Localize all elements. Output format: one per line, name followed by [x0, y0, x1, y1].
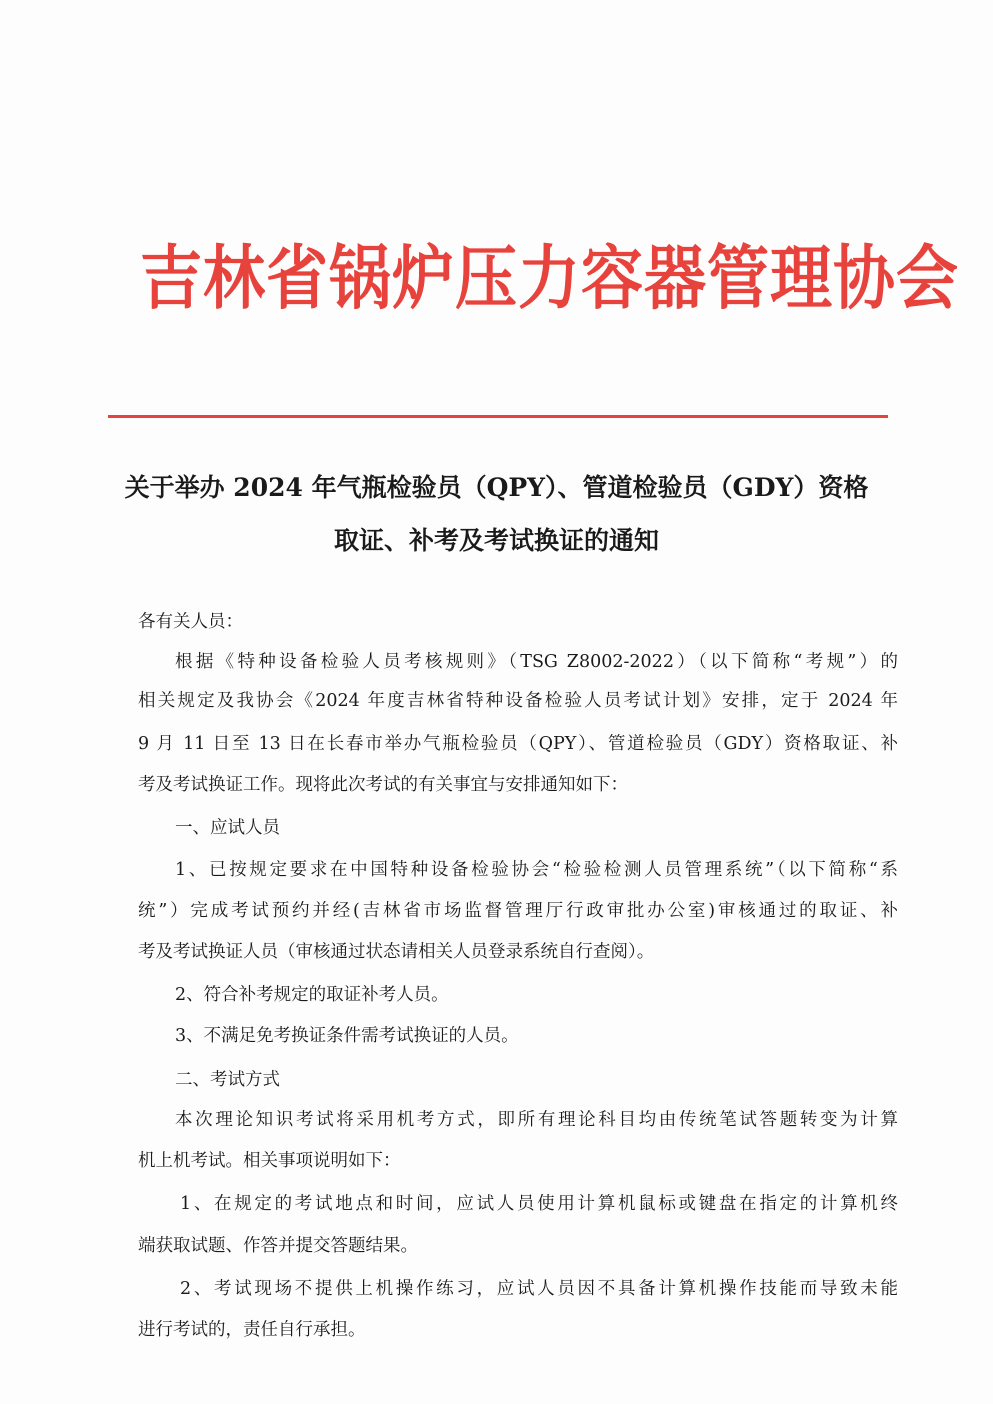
salutation: 各有关人员：: [138, 612, 243, 632]
item-1-line-2: 统”）完成考试预约并经(吉林省市场监督管理厅行政审批办公室)审核通过的取证、补: [138, 901, 898, 921]
organization-letterhead: 吉林省锅炉压力容器管理协会: [140, 236, 960, 319]
section-2-intro-line-2: 机上机考试。相关事项说明如下：: [138, 1151, 401, 1171]
document-title-line-1: 关于举办 2024 年气瓶检验员（QPY）、管道检验员（GDY）资格: [124, 473, 869, 502]
exam-item-1-line-1: 1、在规定的考试地点和时间，应试人员使用计算机鼠标或键盘在指定的计算机终: [180, 1194, 898, 1214]
exam-item-2-line-1: 2、考试现场不提供上机操作练习，应试人员因不具备计算机操作技能而导致未能: [180, 1279, 898, 1299]
exam-item-1-line-2: 端获取试题、作答并提交答题结果。: [138, 1236, 418, 1256]
section-1-heading: 一、应试人员: [175, 818, 280, 838]
item-2: 2、符合补考规定的取证补考人员。: [175, 985, 449, 1005]
exam-item-2-line-2: 进行考试的，责任自行承担。: [138, 1320, 366, 1340]
intro-line-3: 9 月 11 日至 13 日在长春市举办气瓶检验员（QPY）、管道检验员（GDY）资格取证、补: [138, 734, 898, 754]
section-2-heading: 二、考试方式: [175, 1070, 280, 1090]
section-2-intro-line-1: 本次理论知识考试将采用机考方式，即所有理论科目均由传统笔试答题转变为计算: [175, 1110, 898, 1130]
intro-line-1: 根据《特种设备检验人员考核规则》（TSG Z8002-2022）（以下简称“考规”）的: [175, 652, 898, 672]
document-title-line-2: 取证、补考及考试换证的通知: [333, 526, 659, 555]
item-1-line-1: 1、已按规定要求在中国特种设备检验协会“检验检测人员管理系统”（以下简称“系: [175, 860, 898, 880]
intro-line-4: 考及考试换证工作。现将此次考试的有关事宜与安排通知如下：: [138, 775, 628, 795]
intro-line-2: 相关规定及我协会《2024 年度吉林省特种设备检验人员考试计划》安排，定于 2024 年: [138, 691, 898, 711]
letterhead-divider: [108, 415, 888, 418]
item-1-line-3: 考及考试换证人员（审核通过状态请相关人员登录系统自行查阅）。: [138, 942, 655, 962]
item-3: 3、不满足免考换证条件需考试换证的人员。: [175, 1026, 519, 1046]
